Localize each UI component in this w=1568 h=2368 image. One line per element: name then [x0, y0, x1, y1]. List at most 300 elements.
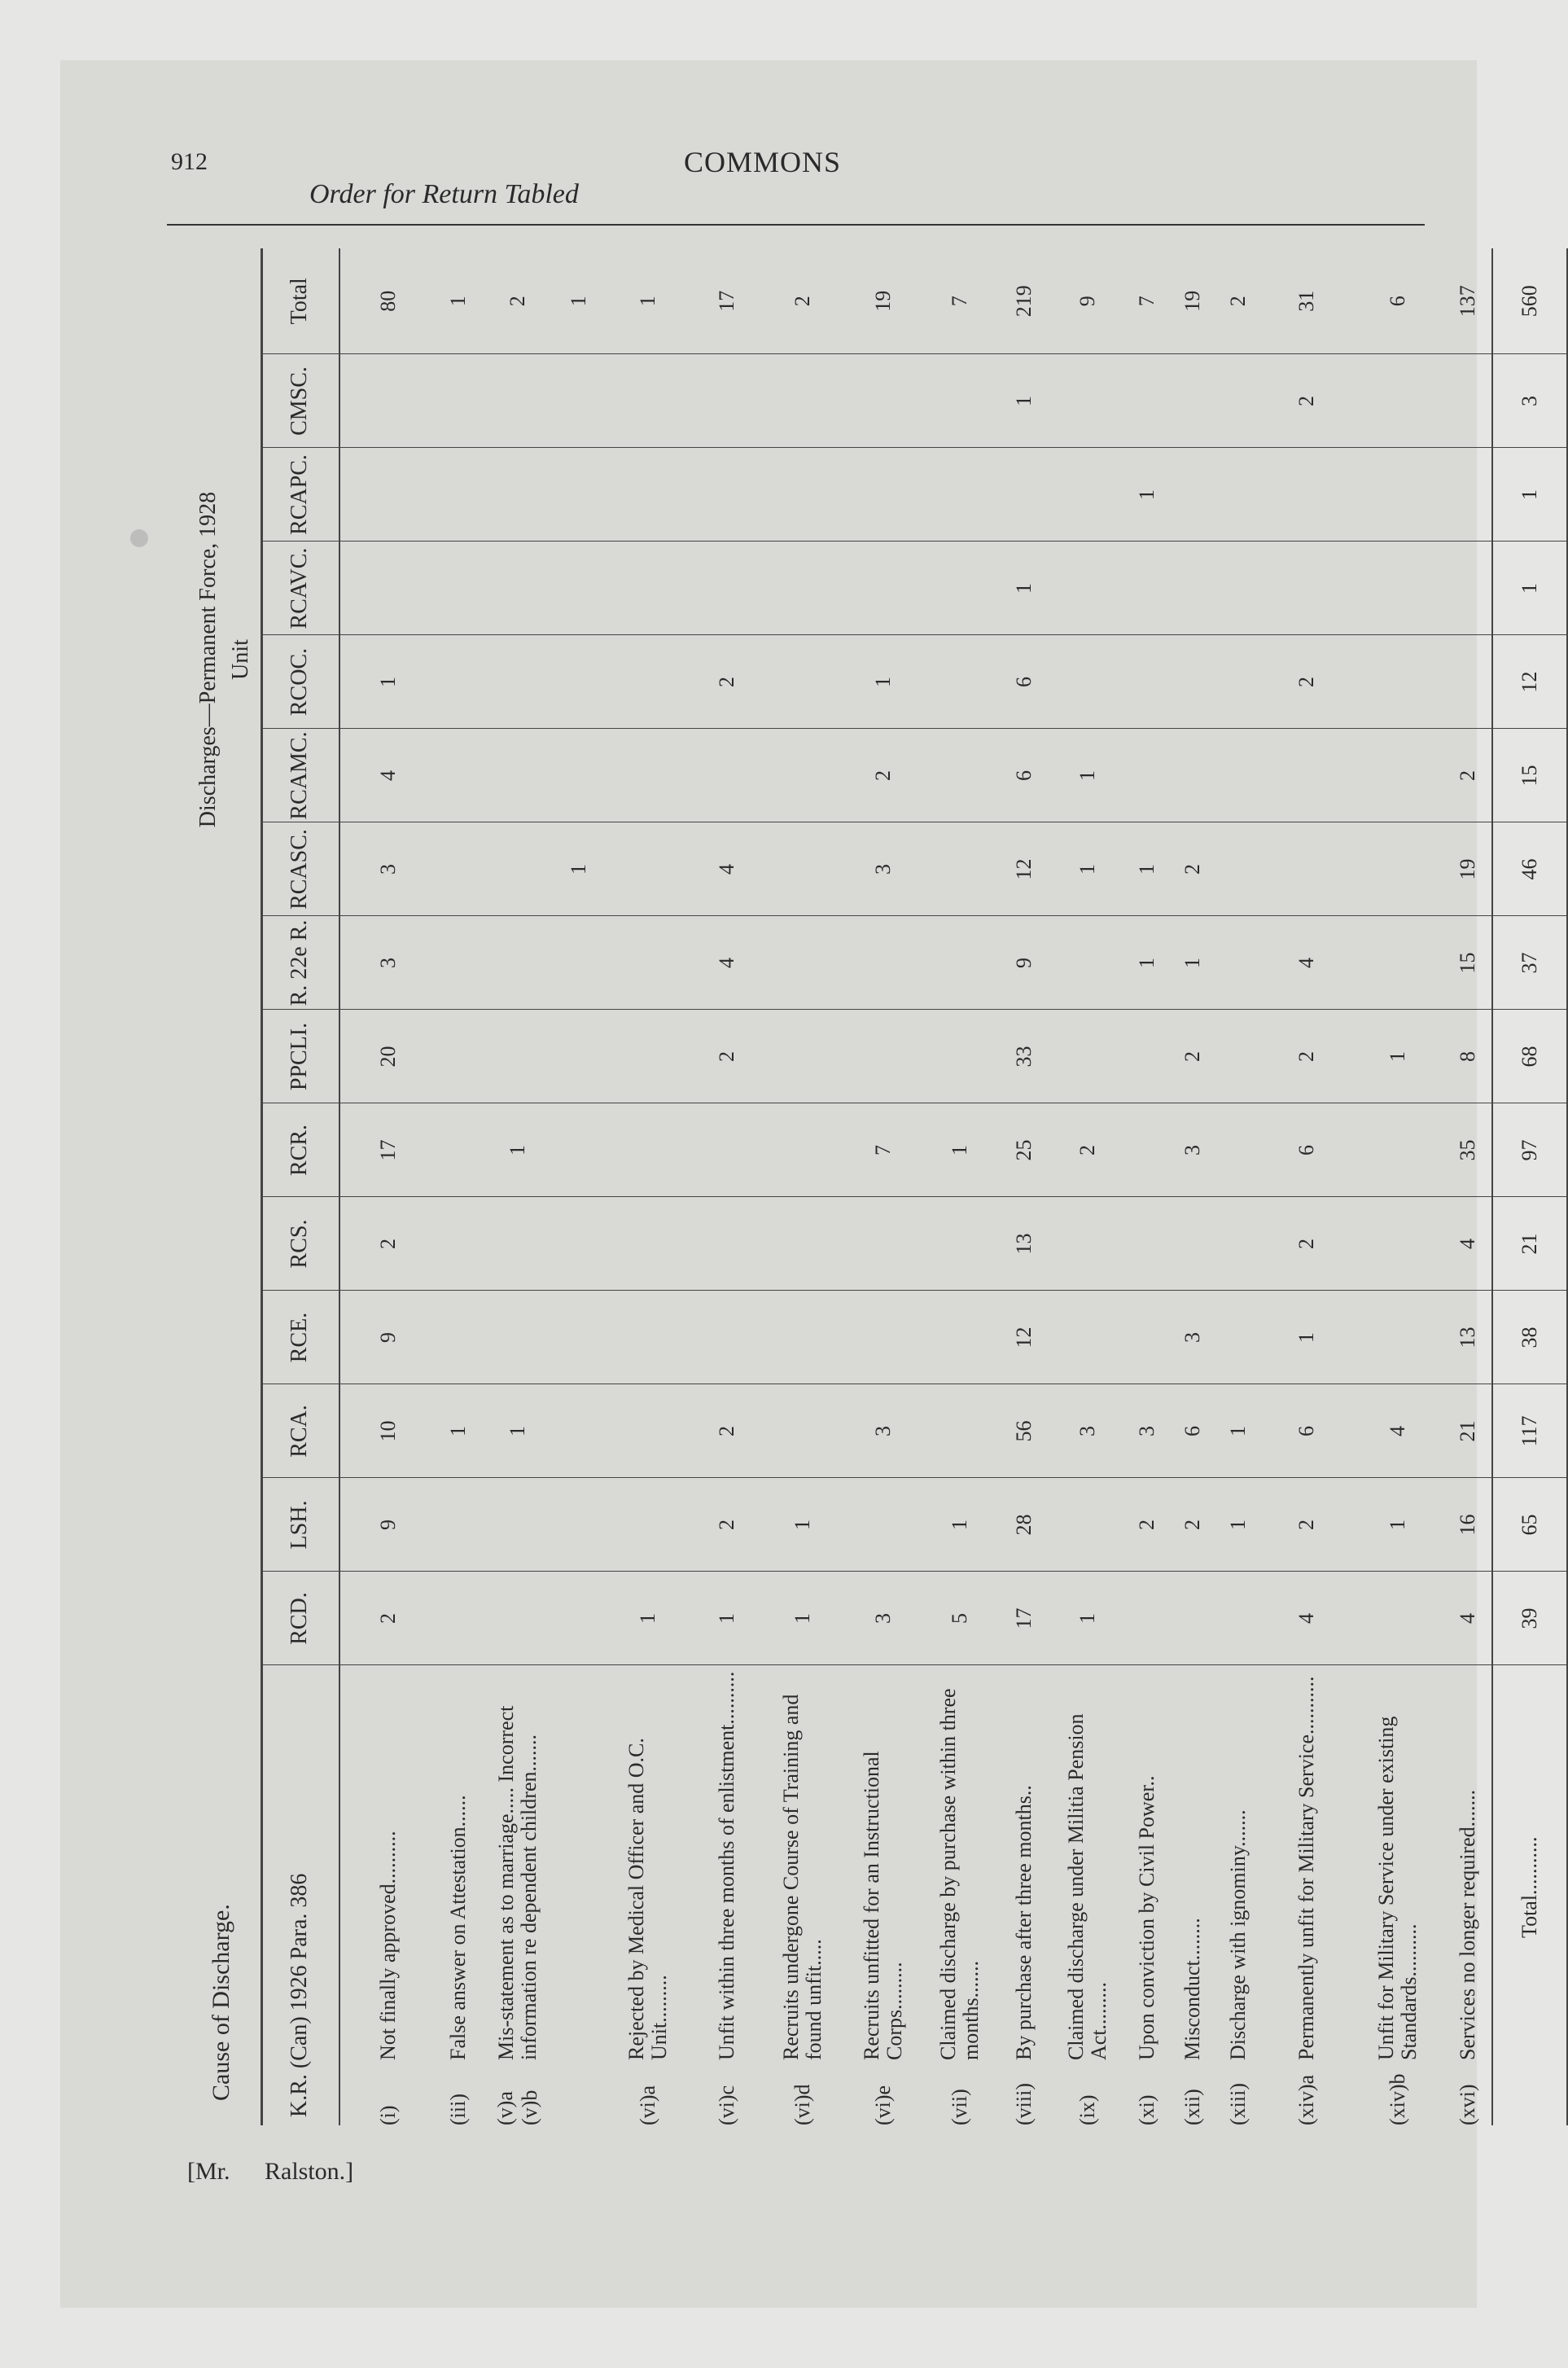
column-header: RCAPC. [261, 448, 339, 542]
count-cell [481, 1010, 554, 1103]
count-cell [1124, 542, 1170, 635]
count-cell: 2 [339, 1572, 436, 1665]
count-cell [1352, 1103, 1443, 1197]
count-cell [436, 635, 481, 729]
count-cell: 2 [1170, 1010, 1215, 1103]
rotated-table-block [195, 248, 1541, 2133]
cause-cell [922, 1665, 997, 2125]
count-cell [1170, 354, 1215, 448]
count-cell [481, 542, 554, 635]
cause-cell [1215, 1665, 1261, 2125]
count-cell [603, 1010, 693, 1103]
count-cell [1215, 542, 1261, 635]
cause-description: Discharge with ignominy....... [1226, 1809, 1250, 2060]
count-cell [761, 1197, 844, 1291]
cause-cell [1170, 1665, 1215, 2125]
count-cell [436, 1197, 481, 1291]
cause-description: By purchase after three months.. [1012, 1785, 1036, 2060]
count-cell: 56 [997, 1384, 1051, 1478]
count-cell [844, 916, 922, 1010]
count-cell: 4 [1443, 1197, 1492, 1291]
row-total-cell: 80 [339, 248, 436, 354]
count-cell: 2 [844, 729, 922, 822]
row-total-cell: 2 [761, 248, 844, 354]
count-cell [1215, 354, 1261, 448]
count-cell: 1 [1051, 729, 1124, 822]
row-total-cell: 2 [1215, 248, 1261, 354]
count-cell [554, 635, 603, 729]
total-cell: 97 [1492, 1103, 1567, 1197]
total-cell: 21 [1492, 1197, 1567, 1291]
count-cell [761, 1103, 844, 1197]
count-cell: 2 [693, 635, 761, 729]
count-cell [844, 354, 922, 448]
total-cell: 68 [1492, 1010, 1567, 1103]
count-cell: 2 [1261, 1197, 1352, 1291]
count-cell: 17 [339, 1103, 436, 1197]
cause-description: Rejected by Medical Officer and O.C. Unit......... [624, 1738, 671, 2060]
count-cell: 1 [1124, 448, 1170, 542]
total-cell: 46 [1492, 822, 1567, 916]
total-cell: 3 [1492, 354, 1567, 448]
count-cell [554, 1010, 603, 1103]
count-cell: 1 [922, 1478, 997, 1572]
count-cell [922, 448, 997, 542]
count-cell: 1 [844, 635, 922, 729]
page-number: 912 [171, 148, 208, 175]
count-cell [1124, 729, 1170, 822]
count-cell [603, 1291, 693, 1384]
count-cell [554, 1478, 603, 1572]
count-cell [1352, 729, 1443, 822]
count-cell [844, 1197, 922, 1291]
count-cell: 2 [1124, 1478, 1170, 1572]
table-row [481, 248, 554, 2125]
count-cell: 12 [997, 822, 1051, 916]
count-cell [554, 542, 603, 635]
count-cell [1261, 448, 1352, 542]
count-cell: 15 [1443, 916, 1492, 1010]
cause-code: (xvi) [1455, 2084, 1479, 2125]
count-cell [1352, 1197, 1443, 1291]
total-cell: 65 [1492, 1478, 1567, 1572]
count-cell: 33 [997, 1010, 1051, 1103]
count-cell [693, 448, 761, 542]
count-cell: 7 [844, 1103, 922, 1197]
count-cell: 1 [1124, 916, 1170, 1010]
count-cell [436, 1010, 481, 1103]
row-total-cell: 2 [481, 248, 554, 354]
count-cell: 6 [1261, 1384, 1352, 1478]
count-cell: 2 [1261, 354, 1352, 448]
count-cell [603, 1384, 693, 1478]
count-cell: 1 [997, 542, 1051, 635]
cause-description: Recruits undergone Course of Training and found unfit..... [779, 1694, 826, 2060]
count-cell: 1 [1124, 822, 1170, 916]
count-cell: 2 [1261, 1478, 1352, 1572]
count-cell: 4 [339, 729, 436, 822]
count-cell [554, 1384, 603, 1478]
count-cell: 4 [693, 822, 761, 916]
table-row [922, 248, 997, 2125]
count-cell: 2 [1051, 1103, 1124, 1197]
count-cell [1215, 1291, 1261, 1384]
cause-cell [1124, 1665, 1170, 2125]
column-header: CMSC. [261, 354, 339, 448]
count-cell [603, 1478, 693, 1572]
count-cell [1124, 1291, 1170, 1384]
count-cell [554, 1197, 603, 1291]
table-row [1170, 248, 1215, 2125]
column-header: RCASC. [261, 822, 339, 916]
row-total-cell: 6 [1352, 248, 1443, 354]
table-row [554, 248, 603, 2125]
cause-code: (vi)e [871, 2085, 895, 2125]
count-cell [554, 729, 603, 822]
column-header: RCAVC. [261, 542, 339, 635]
count-cell [761, 354, 844, 448]
row-total-cell: 7 [1124, 248, 1170, 354]
count-cell [761, 448, 844, 542]
count-cell [1215, 635, 1261, 729]
total-cell: 39 [1492, 1572, 1567, 1665]
count-cell [436, 1478, 481, 1572]
count-cell: 3 [1124, 1384, 1170, 1478]
cause-description: Unfit within three months of enlistment.......... [715, 1671, 738, 2060]
count-cell [1215, 1103, 1261, 1197]
total-cell: 1 [1492, 448, 1567, 542]
count-cell [1124, 354, 1170, 448]
count-cell [844, 448, 922, 542]
count-cell [603, 1197, 693, 1291]
count-cell [922, 635, 997, 729]
count-cell [693, 1197, 761, 1291]
count-cell: 2 [1170, 1478, 1215, 1572]
row-total-cell: 1 [436, 248, 481, 354]
count-cell: 20 [339, 1010, 436, 1103]
count-cell [1215, 916, 1261, 1010]
cause-heading: Cause of Discharge. [208, 1904, 234, 2101]
count-cell [693, 1103, 761, 1197]
cause-code: (i) [375, 2105, 400, 2125]
count-cell [761, 916, 844, 1010]
cause-cell [844, 1665, 922, 2125]
count-cell [603, 354, 693, 448]
total-cell: 38 [1492, 1291, 1567, 1384]
count-cell [922, 1197, 997, 1291]
total-cell: 117 [1492, 1384, 1567, 1478]
count-cell [693, 542, 761, 635]
count-cell [603, 448, 693, 542]
count-cell [693, 354, 761, 448]
count-cell: 2 [693, 1384, 761, 1478]
column-header: R. 22e R. [261, 916, 339, 1010]
row-total-cell: 17 [693, 248, 761, 354]
count-cell [481, 822, 554, 916]
total-cell: 37 [1492, 916, 1567, 1010]
cause-cell [339, 1665, 436, 2125]
cause-cell [1051, 1665, 1124, 2125]
count-cell [481, 916, 554, 1010]
cause-cell [761, 1665, 844, 2125]
column-header: RCS. [261, 1197, 339, 1291]
count-cell: 3 [844, 1572, 922, 1665]
count-cell [481, 1572, 554, 1665]
count-cell [1170, 1197, 1215, 1291]
count-cell [761, 1291, 844, 1384]
cause-code: (viii) [1012, 2083, 1036, 2125]
row-total-cell: 1 [554, 248, 603, 354]
count-cell [1051, 916, 1124, 1010]
count-cell [761, 1384, 844, 1478]
count-cell [693, 1291, 761, 1384]
count-cell: 1 [339, 635, 436, 729]
cause-code: (xi) [1135, 2094, 1158, 2125]
count-cell [1352, 354, 1443, 448]
count-cell [1124, 1010, 1170, 1103]
cause-description: Misconduct........ [1180, 1918, 1204, 2060]
count-cell: 1 [1352, 1010, 1443, 1103]
count-cell: 1 [554, 822, 603, 916]
column-header: RCE. [261, 1291, 339, 1384]
cause-code: (xiv)a [1294, 2074, 1318, 2125]
cause-cell [603, 1665, 693, 2125]
count-cell: 17 [997, 1572, 1051, 1665]
count-cell [603, 729, 693, 822]
count-cell: 1 [1051, 822, 1124, 916]
row-total-cell: 9 [1051, 248, 1124, 354]
count-cell: 13 [1443, 1291, 1492, 1384]
count-cell: 2 [1443, 729, 1492, 822]
count-cell [693, 729, 761, 822]
total-cell: 15 [1492, 729, 1567, 822]
count-cell [1124, 1572, 1170, 1665]
count-cell: 1 [1170, 916, 1215, 1010]
count-cell: 3 [1170, 1103, 1215, 1197]
total-cell: 1 [1492, 542, 1567, 635]
table-row [603, 248, 693, 2125]
count-cell [481, 354, 554, 448]
count-cell [481, 1291, 554, 1384]
count-cell [761, 1010, 844, 1103]
count-cell [922, 1384, 997, 1478]
count-cell [481, 1478, 554, 1572]
count-cell: 1 [481, 1103, 554, 1197]
table-row [693, 248, 761, 2125]
count-cell [1443, 448, 1492, 542]
count-cell [922, 916, 997, 1010]
cause-code: (v)a (v)b [493, 2090, 541, 2125]
count-cell [436, 1291, 481, 1384]
count-cell [1051, 1010, 1124, 1103]
count-cell [554, 916, 603, 1010]
count-cell: 3 [339, 822, 436, 916]
cause-description: Upon conviction by Civil Power.. [1135, 1775, 1158, 2060]
cause-description: Mis-statement as to marriage..... Incorrect information re dependent children....... [494, 1705, 541, 2060]
count-cell [554, 354, 603, 448]
unit-heading: Unit [228, 639, 253, 680]
cause-code: (xiv)b [1386, 2073, 1409, 2125]
count-cell: 3 [844, 822, 922, 916]
cause-description: Claimed discharge under Militia Pension Act......... [1064, 1713, 1110, 2060]
count-cell: 4 [1261, 1572, 1352, 1665]
count-cell [922, 1010, 997, 1103]
cause-cell [554, 1665, 603, 2125]
count-cell [922, 822, 997, 916]
count-cell [436, 1103, 481, 1197]
count-cell: 4 [1443, 1572, 1492, 1665]
count-cell: 28 [997, 1478, 1051, 1572]
count-cell: 19 [1443, 822, 1492, 916]
total-label: Total........... [1492, 1665, 1567, 2125]
column-header: Total [261, 248, 339, 354]
column-header: RCR. [261, 1103, 339, 1197]
count-cell [481, 1197, 554, 1291]
count-cell: 6 [1261, 1103, 1352, 1197]
count-cell [1124, 1197, 1170, 1291]
row-total-cell: 7 [922, 248, 997, 354]
count-cell [1051, 354, 1124, 448]
cause-description: Services no longer required....... [1455, 1789, 1479, 2060]
count-cell [603, 542, 693, 635]
count-cell: 2 [693, 1010, 761, 1103]
column-header: RCA. [261, 1384, 339, 1478]
row-total-cell: 31 [1261, 248, 1352, 354]
count-cell [1215, 1010, 1261, 1103]
cause-description: Claimed discharge by purchase within three months....... [936, 1688, 983, 2060]
count-cell [1352, 542, 1443, 635]
cause-code: (iii) [446, 2094, 470, 2125]
count-cell [1124, 1103, 1170, 1197]
discharges-table [261, 248, 1568, 2125]
cause-cell [1443, 1665, 1492, 2125]
table-row [436, 248, 481, 2125]
speaker-prefix: [Mr. [187, 2158, 230, 2185]
count-cell [1051, 448, 1124, 542]
count-cell: 35 [1443, 1103, 1492, 1197]
count-cell: 8 [1443, 1010, 1492, 1103]
count-cell [339, 448, 436, 542]
cause-description: Recruits unfitted for an Instructional Corps......... [860, 1751, 906, 2060]
cause-code: (xii) [1180, 2089, 1204, 2125]
cause-cell [1352, 1665, 1443, 2125]
column-header: PPCLI. [261, 1010, 339, 1103]
count-cell: 6 [997, 729, 1051, 822]
count-cell: 6 [1170, 1384, 1215, 1478]
count-cell [1215, 1197, 1261, 1291]
count-cell: 1 [603, 1572, 693, 1665]
count-cell: 2 [693, 1478, 761, 1572]
count-cell [1352, 1572, 1443, 1665]
cause-description: Permanently unfit for Military Service........... [1294, 1676, 1318, 2060]
row-total-cell: 137 [1443, 248, 1492, 354]
count-cell [922, 354, 997, 448]
count-cell [997, 448, 1051, 542]
table-row [1352, 248, 1443, 2125]
table-row [997, 248, 1051, 2125]
count-cell [1051, 542, 1124, 635]
count-cell [436, 448, 481, 542]
count-cell: 1 [1261, 1291, 1352, 1384]
table-row [1124, 248, 1170, 2125]
page-subtitle: Order for Return Tabled [309, 179, 579, 209]
count-cell [761, 822, 844, 916]
count-cell [436, 916, 481, 1010]
count-cell: 3 [844, 1384, 922, 1478]
count-cell: 5 [922, 1572, 997, 1665]
count-cell [761, 635, 844, 729]
count-cell [922, 729, 997, 822]
count-cell: 2 [339, 1197, 436, 1291]
count-cell: 9 [339, 1478, 436, 1572]
count-cell [761, 729, 844, 822]
count-cell: 16 [1443, 1478, 1492, 1572]
count-cell: 1 [1352, 1478, 1443, 1572]
column-header: RCD. [261, 1572, 339, 1665]
table-row [1443, 248, 1492, 2125]
table-row [1215, 248, 1261, 2125]
count-cell [844, 1010, 922, 1103]
count-cell [1215, 1572, 1261, 1665]
count-cell: 9 [997, 916, 1051, 1010]
count-cell [481, 729, 554, 822]
count-cell [339, 354, 436, 448]
count-cell: 1 [997, 354, 1051, 448]
count-cell [844, 542, 922, 635]
cause-code: (vi)c [715, 2085, 738, 2125]
count-cell [1124, 635, 1170, 729]
count-cell [844, 1478, 922, 1572]
count-cell [922, 1291, 997, 1384]
count-cell [1261, 542, 1352, 635]
paper-blemish [130, 529, 148, 547]
count-cell [1261, 729, 1352, 822]
table-body [339, 248, 1567, 2125]
count-cell [554, 1103, 603, 1197]
count-cell [844, 1291, 922, 1384]
cause-cell [997, 1665, 1051, 2125]
count-cell [603, 916, 693, 1010]
cause-cell [1261, 1665, 1352, 2125]
count-cell [554, 448, 603, 542]
count-cell [1352, 1291, 1443, 1384]
count-cell [1051, 635, 1124, 729]
page-heading: COMMONS [684, 146, 842, 178]
count-cell [1352, 635, 1443, 729]
count-cell: 3 [1051, 1384, 1124, 1478]
count-cell [1051, 1197, 1124, 1291]
count-cell [1215, 822, 1261, 916]
cause-code: (xiii) [1226, 2083, 1250, 2125]
table-row [844, 248, 922, 2125]
count-cell: 9 [339, 1291, 436, 1384]
count-cell: 1 [693, 1572, 761, 1665]
count-cell [603, 1103, 693, 1197]
count-cell: 1 [1215, 1478, 1261, 1572]
header-row [261, 248, 339, 2125]
cause-description: Not finally approved.......... [375, 1831, 400, 2060]
table-row [1261, 248, 1352, 2125]
count-cell: 3 [339, 916, 436, 1010]
count-cell: 1 [761, 1478, 844, 1572]
cause-description: Unfit for Military Service under existing Standards.......... [1374, 1716, 1421, 2060]
count-cell [554, 1572, 603, 1665]
column-header: RCAMC. [261, 729, 339, 822]
cause-code: (vii) [948, 2089, 971, 2125]
cause-code: (vi)a [636, 2085, 659, 2125]
count-cell: 1 [1215, 1384, 1261, 1478]
total-row [1492, 248, 1567, 2125]
